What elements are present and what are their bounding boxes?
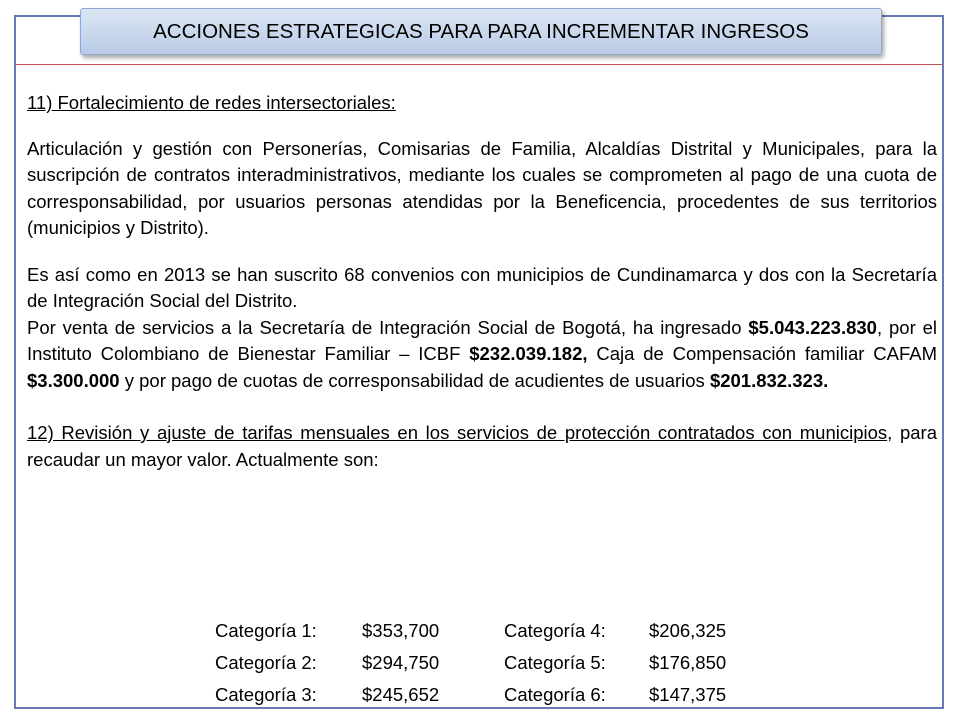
category-row — [215, 679, 726, 711]
section-11-heading — [27, 90, 937, 117]
section-11-paragraph-1: Articulación y gestión con Personerías, Comisarias de Familia, Alcaldías Distrital y Municipales, para la suscripción de contratos interadministrativos, mediante los cuales se comprometen al pago de una cuota de corresponsabilidad, por usuarios personas atendidas por la Beneficencia, procedentes de sus territorios (municipios y Distrito). — [27, 137, 937, 238]
category-label: Categoría 6: — [504, 684, 606, 705]
category-value: $294,750 — [362, 652, 440, 673]
para3-text-1: Por venta de servicios a la Secretaría de Integración Social de Bogotá, ha ingresado — [27, 316, 749, 338]
tariff-categories — [215, 615, 726, 711]
category-value: $353,700 — [362, 620, 440, 641]
amount-cafam: $3.300.000 — [27, 369, 120, 391]
category-row — [215, 615, 726, 647]
category-label: Categoría 2: — [215, 652, 317, 673]
para3-text-4: y por pago de cuotas de corresponsabilidad de acudientes de usuarios — [119, 369, 710, 391]
category-value: $245,652 — [362, 684, 440, 705]
title-divider — [16, 64, 942, 65]
slide-title: ACCIONES ESTRATEGICAS PARA PARA INCREMENTAR INGRESOS — [80, 8, 882, 55]
category-value: $206,325 — [649, 620, 727, 641]
section-12-heading-underlined: 12) Revisión y ajuste de tarifas mensuales en los servicios de protección contratados con municipios — [27, 422, 888, 443]
slide-content — [27, 90, 937, 473]
para3-text-3: Caja de Compensación familiar CAFAM — [587, 343, 937, 364]
category-label: Categoría 5: — [504, 652, 606, 673]
section-12-heading — [27, 420, 937, 473]
section-11-paragraph-3 — [27, 315, 937, 395]
category-row — [215, 647, 726, 679]
category-label: Categoría 1: — [215, 620, 317, 641]
category-label: Categoría 4: — [504, 620, 606, 641]
section-11-paragraph-2: Es así como en 2013 se han suscrito 68 convenios con municipios de Cundinamarca y dos con la Secretaría de Integración Social del Distrito. — [27, 263, 937, 311]
amount-icbf: $232.039.182, — [469, 343, 588, 364]
amount-sis: $5.043.223.830 — [748, 316, 877, 338]
section-11-heading-text: 11) Fortalecimiento de redes intersectoriales: — [27, 92, 396, 113]
category-value: $147,375 — [649, 684, 727, 705]
category-label: Categoría 3: — [215, 684, 317, 705]
section-12-heading-rest: , para recaudar un mayor valor. Actualmente son: — [27, 422, 937, 470]
category-value: $176,850 — [649, 652, 727, 673]
amount-acudientes: $201.832.323. — [709, 369, 829, 391]
para3-text-2: , por el Instituto Colombiano de Bienestar Familiar – ICBF — [27, 316, 937, 364]
